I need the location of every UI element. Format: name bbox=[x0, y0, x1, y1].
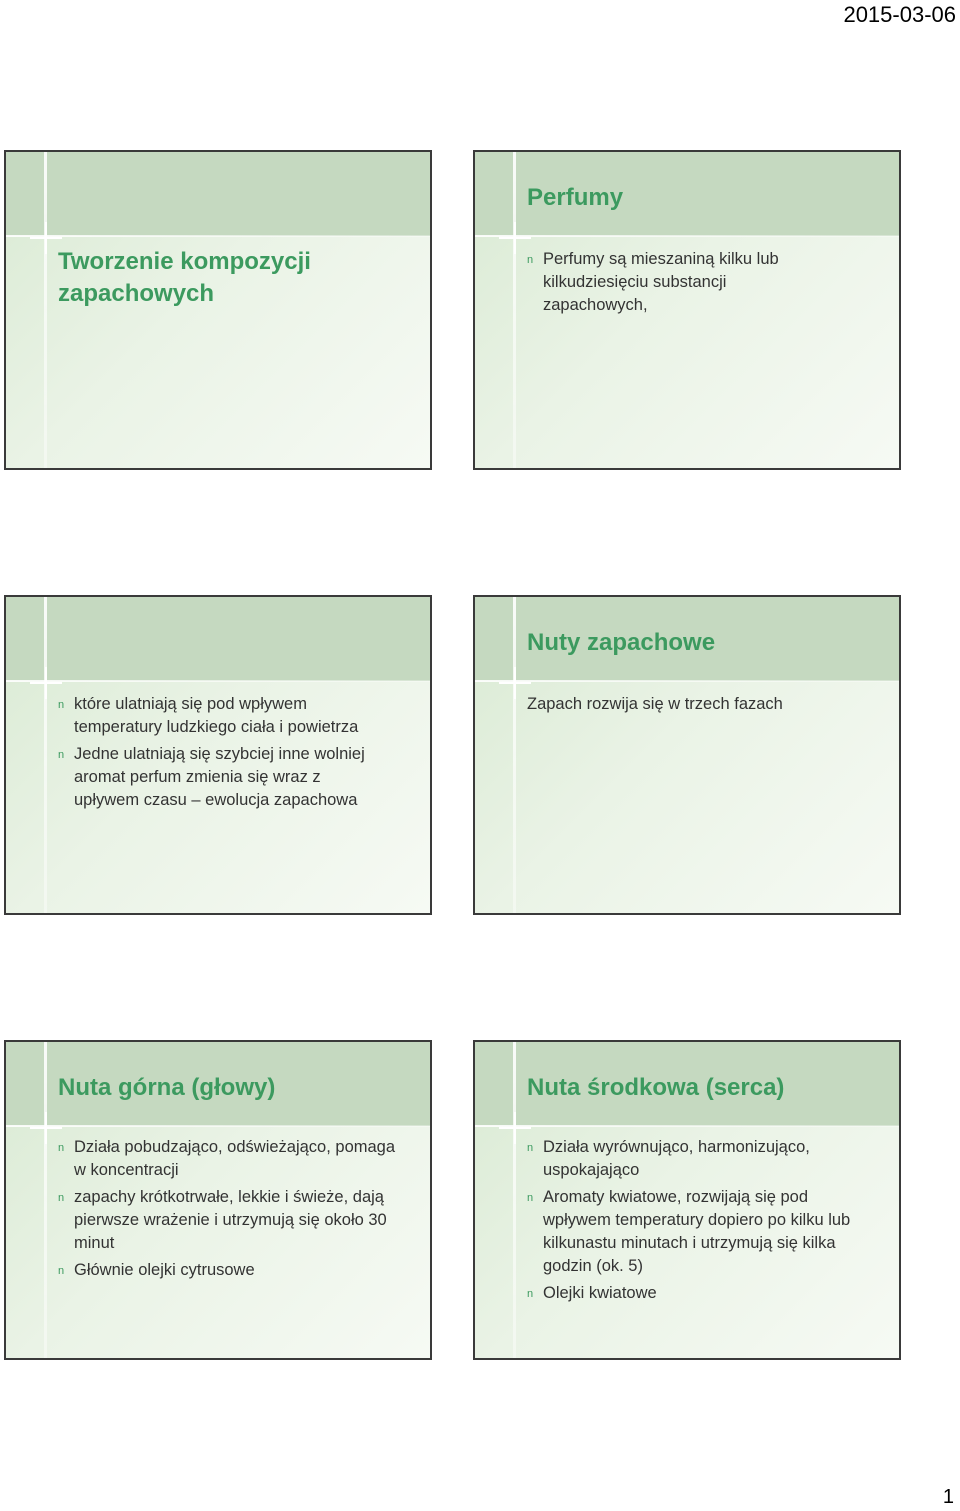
decor-horizontal-line bbox=[475, 235, 899, 237]
list-item-text: zapachy krótkotrwałe, lekkie i świeże, dają pierwsze wrażenie i utrzymują się około 30 minut bbox=[74, 1188, 387, 1252]
slide-5 bbox=[4, 1040, 432, 1360]
bullet-icon: n bbox=[527, 1142, 534, 1154]
slide-body bbox=[58, 693, 370, 816]
list-item-text: Perfumy są mieszaniną kilku lub kilkudziesięciu substancji zapachowych, bbox=[543, 250, 779, 314]
slide-band bbox=[6, 152, 430, 236]
decor-horizontal-line bbox=[6, 1125, 430, 1127]
body-text: Zapach rozwija się w trzech fazach bbox=[527, 695, 783, 713]
bullet-icon: n bbox=[58, 749, 65, 761]
slide-body bbox=[527, 248, 829, 321]
decor-vertical-line bbox=[44, 1042, 47, 1358]
bullet-icon: n bbox=[58, 699, 65, 711]
list-item bbox=[527, 1136, 879, 1182]
list-item bbox=[527, 248, 829, 317]
list-item-text: które ulatniają się pod wpływem temperatury ludzkiego ciała i powietrza bbox=[74, 695, 359, 736]
list-item bbox=[58, 1259, 410, 1282]
decor-horizontal-line bbox=[475, 680, 899, 682]
list-item bbox=[527, 1282, 879, 1305]
bullet-icon: n bbox=[527, 254, 534, 266]
list-item bbox=[58, 1136, 410, 1182]
decor-vertical-line bbox=[513, 1042, 516, 1358]
slide-title: Nuty zapachowe bbox=[527, 629, 716, 656]
page-number: 1 bbox=[942, 1486, 954, 1508]
list-item-text: Głównie olejki cytrusowe bbox=[74, 1261, 255, 1279]
slide-6 bbox=[473, 1040, 901, 1360]
slide-band bbox=[6, 597, 430, 681]
header-date: 2015-03-06 bbox=[843, 2, 956, 27]
bullet-icon: n bbox=[58, 1142, 65, 1154]
slide-title: Nuta górna (głowy) bbox=[58, 1074, 276, 1101]
list-item bbox=[58, 693, 370, 739]
bullet-icon: n bbox=[58, 1192, 65, 1204]
slide-2 bbox=[473, 150, 901, 470]
decor-vertical-line bbox=[513, 152, 516, 468]
bullet-icon: n bbox=[527, 1192, 534, 1204]
decor-horizontal-line bbox=[6, 680, 430, 682]
list-item-text: Aromaty kwiatowe, rozwijają się pod wpływem temperatury dopiero po kilku lub kilkunastu minutach i utrzymują się kilka godzin (ok. 5) bbox=[543, 1188, 851, 1275]
slide-3 bbox=[4, 595, 432, 915]
list-item-text: Działa wyrównująco, harmonizująco, uspokajająco bbox=[543, 1138, 810, 1179]
slide-body bbox=[58, 1136, 410, 1286]
list-item bbox=[58, 1186, 410, 1255]
decor-vertical-line bbox=[44, 152, 47, 468]
bullet-icon: n bbox=[527, 1288, 534, 1300]
slide-body bbox=[527, 693, 885, 720]
list-item-text: Olejki kwiatowe bbox=[543, 1284, 657, 1302]
slide-title: Tworzenie kompozycji zapachowych bbox=[58, 248, 311, 307]
decor-horizontal-line bbox=[475, 1125, 899, 1127]
decor-vertical-line bbox=[44, 597, 47, 913]
decor-vertical-line bbox=[513, 597, 516, 913]
slide-title: Nuta środkowa (serca) bbox=[527, 1074, 785, 1101]
decor-horizontal-line bbox=[6, 235, 430, 237]
list-item-text: Działa pobudzająco, odświeżająco, pomaga w koncentracji bbox=[74, 1138, 396, 1179]
list-item bbox=[58, 743, 370, 812]
bullet-icon: n bbox=[58, 1265, 65, 1277]
slide-1 bbox=[4, 150, 432, 470]
list-item-text: Jedne ulatniają się szybciej inne wolniej aromat perfum zmienia się wraz z upływem czasu – ewolucja zapachowa bbox=[74, 745, 365, 809]
list-item bbox=[527, 1186, 879, 1278]
slide-body bbox=[527, 1136, 879, 1309]
slide-title: Perfumy bbox=[527, 184, 624, 211]
slide-4 bbox=[473, 595, 901, 915]
